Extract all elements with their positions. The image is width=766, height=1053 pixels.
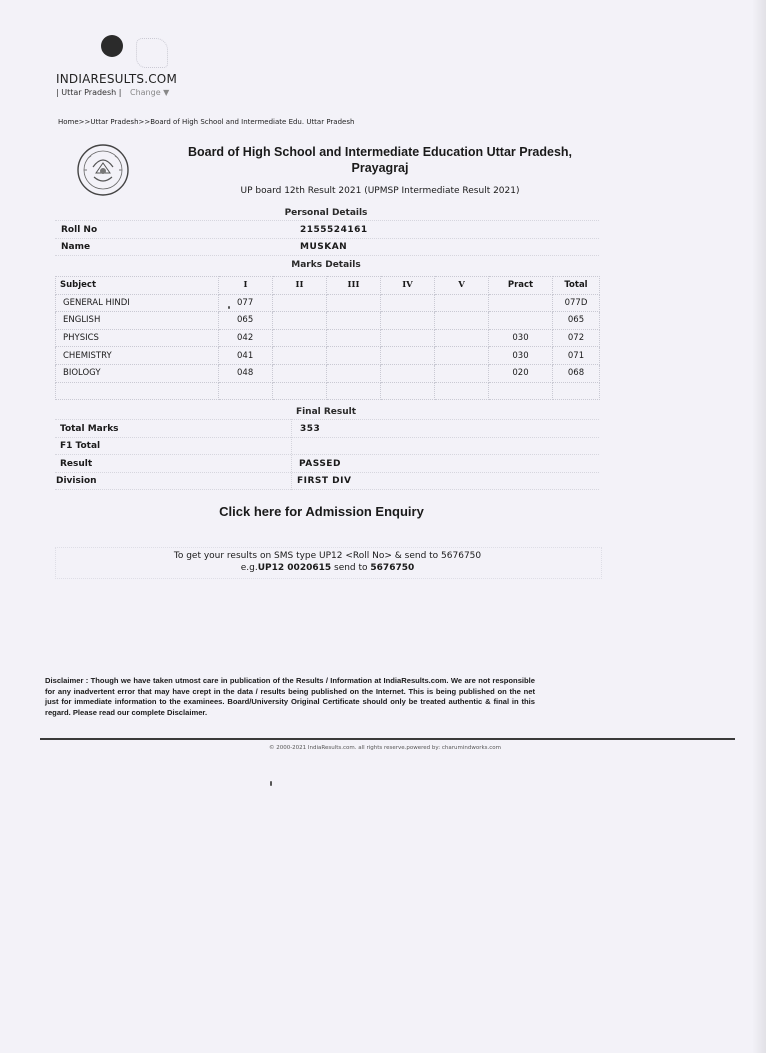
paper2-cell	[273, 347, 327, 365]
paper1-cell: 065	[219, 312, 273, 330]
paper4-cell	[381, 364, 435, 382]
page-edge-shadow	[752, 0, 766, 1053]
table-row	[56, 329, 600, 347]
subject-cell: PHYSICS	[56, 329, 219, 347]
column-header: IV	[381, 277, 435, 295]
total-cell: 068	[553, 364, 600, 382]
table-row	[56, 364, 600, 382]
paper3-cell	[327, 329, 381, 347]
result-value: PASSED	[299, 459, 341, 469]
divider	[55, 255, 599, 256]
board-title-line2: Prayagraj	[351, 161, 409, 175]
paper5-cell	[435, 312, 489, 330]
practical-cell	[489, 312, 553, 330]
sms-example	[55, 563, 600, 573]
total-cell: 072	[553, 329, 600, 347]
column-header: I	[219, 277, 273, 295]
sms-example-code: UP12 0020615	[257, 563, 332, 573]
practical-cell: 030	[489, 347, 553, 365]
practical-cell	[489, 382, 553, 400]
board-title-line1: Board of High School and Intermediate Education Uttar Pradesh,	[187, 145, 573, 159]
roll-no-value: 2155524161	[300, 225, 368, 235]
paper2-cell	[273, 312, 327, 330]
paper4-cell	[381, 312, 435, 330]
total-cell: 065	[553, 312, 600, 330]
logo-sketch-mark	[136, 38, 168, 68]
paper5-cell	[435, 347, 489, 365]
result-subtitle: UP board 12th Result 2021 (UPMSP Intermediate Result 2021)	[240, 186, 520, 196]
column-header: Total	[553, 277, 600, 295]
practical-cell: 030	[489, 329, 553, 347]
division-label: Division	[56, 476, 97, 486]
final-result-heading: Final Result	[295, 407, 357, 417]
scan-speck	[270, 781, 272, 786]
column-header: III	[327, 277, 381, 295]
paper4-cell	[381, 382, 435, 400]
board-title	[160, 144, 600, 176]
site-logo-text[interactable]: INDIARESULTS.COM	[56, 72, 177, 86]
copyright-text: © 2000-2021 IndiaResults.com. all rights reserve.powered by: charumindworks.com	[268, 745, 502, 751]
paper3-cell	[327, 294, 381, 312]
name-label: Name	[61, 242, 91, 252]
marks-details-heading: Marks Details	[291, 260, 361, 270]
subject-cell: ENGLISH	[56, 312, 219, 330]
paper5-cell	[435, 364, 489, 382]
column-header: Subject	[56, 277, 219, 295]
footer-rule	[40, 738, 735, 740]
practical-cell: 020	[489, 364, 553, 382]
paper5-cell	[435, 294, 489, 312]
division-value: FIRST DIV	[297, 476, 352, 486]
divider	[55, 419, 599, 420]
table-row	[56, 347, 600, 365]
change-region-link[interactable]: Change ▼	[130, 88, 170, 97]
scan-speck	[228, 306, 230, 309]
paper4-cell	[381, 294, 435, 312]
breadcrumb[interactable]: Home>>Uttar Pradesh>>Board of High School and Intermediate Edu. Uttar Pradesh	[58, 118, 355, 126]
admission-enquiry-link[interactable]: Click here for Admission Enquiry	[219, 504, 424, 519]
subject-cell: GENERAL HINDI	[56, 294, 219, 312]
paper1-cell: 041	[219, 347, 273, 365]
total-marks-label: Total Marks	[60, 424, 119, 434]
table-row	[56, 294, 600, 312]
paper1-cell: 048	[219, 364, 273, 382]
paper1-cell: 077	[219, 294, 273, 312]
paper3-cell	[327, 382, 381, 400]
divider	[55, 454, 599, 455]
total-cell	[553, 382, 600, 400]
paper2-cell	[273, 364, 327, 382]
paper4-cell	[381, 329, 435, 347]
total-marks-value: 353	[300, 424, 321, 434]
divider	[55, 437, 599, 438]
paper3-cell	[327, 347, 381, 365]
paper1-cell	[219, 382, 273, 400]
column-header: Pract	[489, 277, 553, 295]
table-row	[56, 312, 600, 330]
f1-total-label: F1 Total	[60, 441, 101, 451]
upmsp-emblem-icon	[76, 143, 130, 197]
marks-table	[55, 276, 600, 400]
region-label: | Uttar Pradesh |	[56, 88, 122, 97]
subject-cell	[56, 382, 219, 400]
personal-details-heading: Personal Details	[284, 208, 368, 218]
divider	[55, 220, 599, 221]
divider	[55, 238, 599, 239]
column-header: II	[273, 277, 327, 295]
sms-example-mid: send to	[331, 563, 371, 573]
paper1-cell: 042	[219, 329, 273, 347]
total-cell: 071	[553, 347, 600, 365]
subject-cell: CHEMISTRY	[56, 347, 219, 365]
region-selector	[56, 88, 169, 97]
result-label: Result	[60, 459, 93, 469]
name-value: MUSKAN	[300, 242, 348, 252]
sms-example-prefix: e.g.	[240, 563, 258, 573]
table-row	[56, 382, 600, 400]
marks-table-header	[56, 277, 600, 295]
sms-instruction: To get your results on SMS type UP12 <Roll No> & send to 5676750	[173, 551, 482, 561]
paper5-cell	[435, 329, 489, 347]
paper2-cell	[273, 294, 327, 312]
practical-cell	[489, 294, 553, 312]
paper2-cell	[273, 382, 327, 400]
paper5-cell	[435, 382, 489, 400]
paper4-cell	[381, 347, 435, 365]
total-cell: 077D	[553, 294, 600, 312]
sms-example-number: 5676750	[370, 563, 415, 573]
indiaresults-logo-icon[interactable]	[101, 35, 123, 57]
subject-cell: BIOLOGY	[56, 364, 219, 382]
disclaimer-text: Disclaimer : Though we have taken utmost care in publication of the Results / Information at IndiaResults.com. We are not responsible for any inadvertent error that may have crept in the data / results being published on the Internet. This is being published on the net just for immediate information to the examinees. Board/University Original Certificate should only be treated authentic & final in this regard. Please read our complete Disclaimer.	[45, 676, 535, 717]
roll-no-label: Roll No	[61, 225, 98, 235]
column-header: V	[435, 277, 489, 295]
divider	[55, 489, 599, 490]
paper3-cell	[327, 312, 381, 330]
paper3-cell	[327, 364, 381, 382]
paper2-cell	[273, 329, 327, 347]
divider	[55, 472, 599, 473]
